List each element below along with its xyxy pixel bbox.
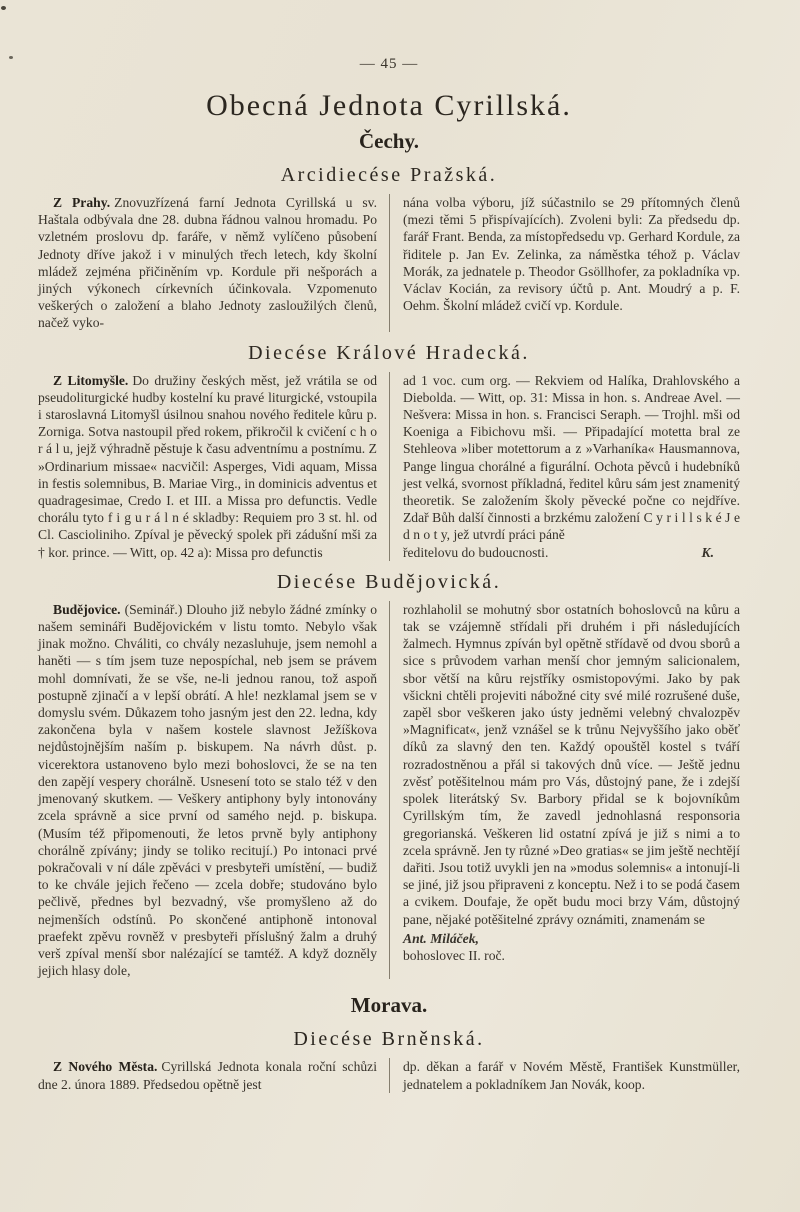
two-column-block xyxy=(38,601,740,979)
closing-text: ředitelovu do budoucnosti. xyxy=(403,544,549,560)
article-text: Do družiny českých měst, jež vrátila se od pseudoliturgické hudby kostelní ku pravé liturgické, vstoupila i staroslavná Litomyšl úsilnou snahou nového ředitele kůru p. Zorniga. Sotva nastoupil před rokem, přikročil k cvičení c h o r á l u, jejž výhradně pěstuje k času adventnímu a postnímu. Z »Ordinarium missae« nacvičil: Asperges, Vidi aquam, Missa in festis solemnibus, B. Mariae Virg., in dominicis adventus et quadragesimae, Credo I. et III. a Missa pro defunctis. Vedle chorálu tyto f i g u r á l n é skladby: Requiem pro 3 st. hl. od Cl. Cascioliniho. Zpíval je pěvecký spolek při zádušní mši za † kor. prince. — Witt, op. 42 a): Missa pro defunctis xyxy=(38,372,377,560)
signature-block xyxy=(403,930,740,964)
column-left xyxy=(38,601,389,979)
diocese-heading-budejovicka: Diecése Budějovická. xyxy=(276,570,502,593)
diocese-heading-hradecka: Diecése Králové Hradecká. xyxy=(248,341,530,364)
column-right xyxy=(389,194,740,332)
section-hradecka xyxy=(38,342,740,561)
article-text: (Seminář.) Dlouho již nebylo žádné zmínky o našem semináři Budějovickém v listu tomto. Nebylo však jinak možno. Chváliti, co chvály nezasluhuje, jsem nemohl a haněti — s tím jsem tuze nepospíchal, neb jsem se právem mohl domnívati, že se vše, ne-li jednou ranou, tož aspoň postupně zjinačí a v lepší obrátí. A hle! nezklamal jsem se v domyslu svém. Důkazem toho jasným jest den 22. ledna, kdy zakončena byla v našem kostele slavnost Ježíškova nejdůstojnějším naším p. biskupem. Na návrh důst. p. vicerektora ustanoveno bylo mezi bohoslovci, že se na ten den zapějí vespery chorálně. Usnesení toto se stalo též v den jmenovaný skutkem. — Veškery antiphony byly intonovány zcela správně a sice první od samého nejd. p. biskupa. (Musím též připomenouti, že letos prvně byly antiphony chorálně zpívány; jindy se toliko recitují.) Po intonaci prvé pokračovali v ní dále zpěváci v presbyteři umístění, — budiž to ke chvále jejich řečeno — zcela dobře; studováno bylo pečlivě, přednes byl bezvadný, vše promyšleno až do nejmenších odstínů. Po skončené antiphoně intonoval praefekt zpěvu rovněž v presbyteři příslušný žalm a druhý verš zpíval menší sbor nalézající se tamtéž. A když dozněly jejich hlasy dole, xyxy=(38,601,377,979)
article-lead: Budějovice. xyxy=(53,601,121,617)
page-title: Obecná Jednota Cyrillská. xyxy=(206,89,572,122)
page-number: — 45 — xyxy=(359,56,419,72)
article-z-noveho-mesta xyxy=(38,1058,377,1092)
two-column-block xyxy=(38,1058,740,1092)
column-left xyxy=(38,1058,389,1092)
column-left xyxy=(38,372,389,561)
section-brnenska xyxy=(38,1028,740,1092)
diocese-heading-brnenska: Diecése Brněnská. xyxy=(293,1028,485,1051)
article-budejovice xyxy=(38,601,377,979)
article-lead: Z Prahy. xyxy=(53,195,111,210)
article-continuation: rozhlaholil se mohutný sbor ostatních bohoslovců na kůru a tak se vzájemně střídali při druhém i při následujících žalmech. Hymnus zpíván byl opětně střídavě od dvou sborů a sice s průvodem varhan menší chor jemným salicionalem, sbor větší na kůru rejstříky osmistopovými. Jako by pak všickni chtěli projeviti nábožné city své milé rozrušené duše, zapěl sbor veškeren jako ústy jedněmi velebný chvalozpěv »Magnificat«, jenž vznášel se k trůnu Nejvyššího jako oběť díků za slavný den ten. Každý opouštěl kostel s tváří rozradostněnou a přál si takových dnů více. — Ještě jednu zvěsť potěšitelnou mám pro Vás, důstojný pane, že i zdejší spolek literátský Sv. Barbory přidal se k bojovníkům Cyrillským tím, že zavedl jednohlasná responsoria gregorianská. Veškeren lid ostatní zpívá je již s nimi a to zcela správně. Jen ty různé »Deo gratias« se jim ještě nechtějí dařiti. Jsou totiž uvykli jen na »modus solemnis« a intonují-li se jiné, již jsou připraveni z konceptu. Než i to se podá časem a cvikem. Doufaje, že opět budu moci brzy Vám, důstojný pane, nějaké potěšitelné zprávy oznámiti, znamenám se xyxy=(403,601,740,927)
article-text: Cyrillská Jednota konala roční schůzi dne 2. února 1889. Předsedou opětně jest xyxy=(38,1059,377,1092)
article-lead: Z Litomyšle. xyxy=(53,372,129,388)
section-budejovicka xyxy=(38,571,740,979)
column-left xyxy=(38,194,389,332)
closing-line xyxy=(403,544,740,561)
region-heading-bohemia: Čechy. xyxy=(358,129,420,153)
signature-name: Ant. Miláček, xyxy=(403,930,479,946)
article-continuation: ad 1 voc. cum org. — Rekviem od Halíka, Drahlovského a Diebolda. — Witt, op. 31: Missa in hon. s. Andreae Avel. — Nešvera: Missa in hon. s. Francisci Seraph. — Trojhl. mši od Koeniga a Fibichovu mši. — Připadající motetta bral ze Stehleova »liber motettorum a z »Varhaníka« Hausmannova, Pange lingua chorálné a figurální. Ochota pěvců i hudebníků jest velká, svornost příkladná, ředitel kůru sám jest znamenitý theoretik. Se založením školy pěvecké počne co nejdříve. Zdař Bůh další činnosti a brzkému založení C y r i l l s k é J e d n o t y, jež utvrdí práci páně xyxy=(403,372,740,543)
column-right xyxy=(389,601,740,979)
correspondent-initial: K. xyxy=(701,544,714,560)
signature-title: bohoslovec II. roč. xyxy=(403,947,505,963)
region-heading-moravia: Morava. xyxy=(350,993,428,1018)
article-continuation: dp. děkan a farář v Novém Městě, František Kunstmüller, jednatelem a pokladníkem Jan Novák, koop. xyxy=(403,1059,740,1092)
paper-speck xyxy=(1,6,6,10)
two-column-block xyxy=(38,372,740,561)
diocese-heading-prazska: Arcidiecése Pražská. xyxy=(280,164,498,186)
column-right xyxy=(389,372,740,561)
article-z-prahy xyxy=(38,194,377,332)
article-lead: Z Nového Města. xyxy=(53,1059,158,1075)
section-prazska xyxy=(38,164,740,332)
two-column-block xyxy=(38,194,740,332)
article-continuation: nána volba výboru, jíž súčastnilo se 29 přítomných členů (mezi těmi 5 přispívajících). Zvoleni byli: Za předsedu dp. farář Frant. Benda, za místopředsedu vp. Gerhard Kordule, za řiditele p. Jan Ev. Zelinka, za náměstka téhož p. Václav Morák, za jednatele p. Theodor Gsöllhofer, za pokladníka vp. Václav Kocián, za revisory účtů p. Ant. Moudrý a p. F. Oehm. Školní mládež cvičí vp. Kordule. xyxy=(403,195,740,314)
article-text: Znovuzřízená farní Jednota Cyrillská u sv. Haštala odbývala dne 28. dubna řádnou valnou hromadu. Po vzletném proslovu dp. faráře, v němž vylíčeno působení Jednoty dříve jakož i v minulých třech letech, kdy školní mládež zejména přičiněním vp. Kordule při nešporách a jiných výkonech církevních účinkovala. Vzpomenuto veškerých o založení a blaho Jednoty zasloužilých členů, načež vyko- xyxy=(38,195,377,331)
article-z-litomysle xyxy=(38,372,377,561)
paper-speck xyxy=(9,56,13,59)
column-right xyxy=(389,1058,740,1092)
